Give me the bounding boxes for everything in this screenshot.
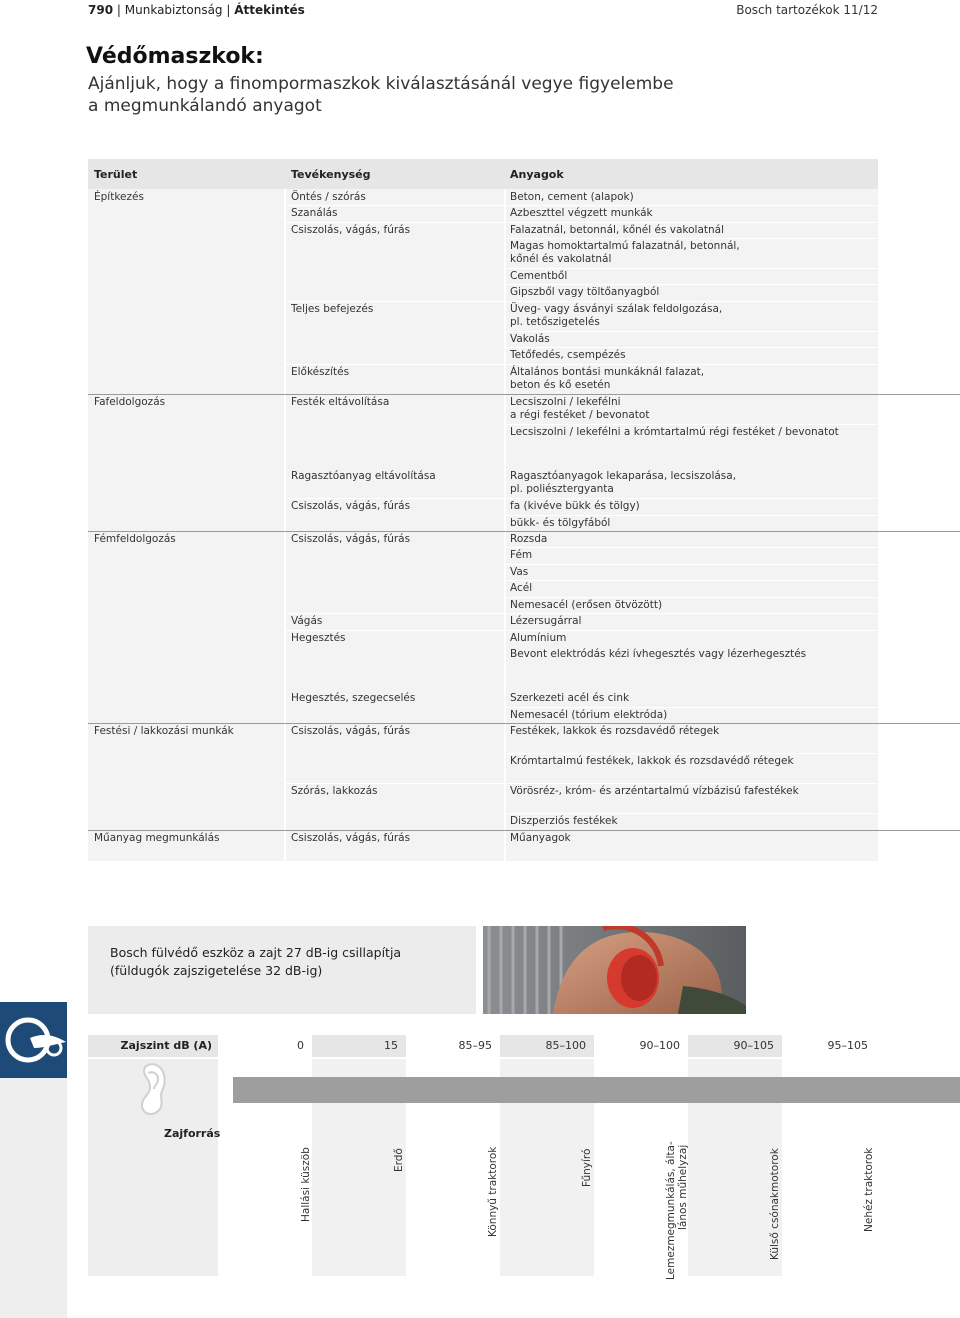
section-name: Munkabiztonság bbox=[124, 3, 223, 17]
material-cell: bükk- és tölgyfából bbox=[510, 517, 611, 529]
row-rule bbox=[286, 613, 504, 614]
material-cell: Műanyagok bbox=[510, 832, 571, 844]
activity-cell: Csiszolás, vágás, fúrás bbox=[291, 832, 411, 844]
brand-edition: Bosch tartozékok 11/12 bbox=[736, 3, 878, 17]
row-rule bbox=[506, 222, 878, 223]
row-rule bbox=[506, 630, 878, 631]
material-cell: Fém bbox=[510, 549, 533, 561]
material-cell: Rozsda bbox=[510, 533, 548, 545]
material-cell: kőnél és vakolatnál bbox=[510, 253, 612, 265]
material-cell: Falazatnál, betonnál, kőnél és vakolatnál bbox=[510, 224, 725, 236]
row-rule bbox=[286, 301, 504, 302]
row-rule bbox=[286, 498, 504, 499]
row-rule bbox=[506, 753, 878, 754]
noise-level-value: 0 bbox=[297, 1039, 304, 1052]
activity-cell: Festék eltávolítása bbox=[291, 396, 390, 408]
page-title: Védőmaszkok: bbox=[86, 44, 264, 69]
material-cell: Nemesacél (erősen ötvözött) bbox=[510, 599, 663, 611]
ear-protection-section bbox=[88, 926, 960, 1014]
row-rule bbox=[506, 301, 878, 302]
material-cell: Vörösréz-, króm- és arzéntartalmú vízbázisú fafestékek bbox=[510, 785, 799, 797]
subtitle-line: a megmunkálandó anyagot bbox=[88, 96, 322, 116]
row-rule bbox=[506, 783, 878, 784]
row-rule bbox=[506, 347, 878, 348]
material-cell: Lézersugárral bbox=[510, 615, 582, 627]
row-rule bbox=[506, 424, 878, 425]
material-cell: pl. poliésztergyanta bbox=[510, 483, 614, 495]
material-cell: Azbeszttel végzett munkák bbox=[510, 207, 653, 219]
material-cell: Acél bbox=[510, 582, 533, 594]
activity-cell: Öntés / szórás bbox=[291, 191, 366, 203]
area-cell: Fémfeldolgozás bbox=[94, 533, 176, 545]
header-activity: Tevékenység bbox=[291, 168, 371, 181]
header-materials: Anyagok bbox=[510, 168, 564, 181]
noise-level-table bbox=[88, 1035, 960, 1280]
area-cell: Műanyag megmunkálás bbox=[94, 832, 220, 844]
activity-cell: Hegesztés, szegecselés bbox=[291, 692, 416, 704]
column-bg bbox=[88, 159, 284, 861]
row-rule bbox=[506, 268, 878, 269]
row-rule bbox=[506, 364, 878, 365]
noise-source: Fűnyíró bbox=[581, 1148, 593, 1187]
row-rule bbox=[506, 813, 878, 814]
row-rule bbox=[286, 783, 504, 784]
page-number: 790 bbox=[88, 3, 114, 17]
material-cell: Vas bbox=[510, 566, 529, 578]
header-left bbox=[88, 3, 305, 17]
noise-level-bar bbox=[233, 1077, 960, 1103]
ear-protection-text-box bbox=[88, 926, 476, 1014]
row-rule bbox=[506, 238, 878, 239]
activity-cell: Előkészítés bbox=[291, 366, 350, 378]
activity-cell: Szanálás bbox=[291, 207, 338, 219]
noise-level-value: 85–95 bbox=[458, 1039, 492, 1052]
activity-cell: Ragasztóanyag eltávolítása bbox=[291, 470, 436, 482]
noise-level-value: 15 bbox=[384, 1039, 398, 1052]
area-cell: Festési / lakkozási munkák bbox=[94, 725, 234, 737]
material-cell: Cementből bbox=[510, 270, 568, 282]
noise-source: Hallási küszöb bbox=[300, 1147, 312, 1222]
material-cell: Nemesacél (tórium elektróda) bbox=[510, 709, 668, 721]
row-rule bbox=[286, 364, 504, 365]
header-separator: | bbox=[226, 3, 231, 17]
row-rule bbox=[506, 515, 878, 516]
row-rule bbox=[506, 580, 878, 581]
noise-source: Nehéz traktorok bbox=[863, 1147, 875, 1232]
side-strip bbox=[0, 1078, 67, 1318]
noise-level-value: 90–100 bbox=[639, 1039, 680, 1052]
material-cell: Festékek, lakkok és rozsdavédő rétegek bbox=[510, 725, 720, 737]
row-rule bbox=[506, 547, 878, 548]
material-cell: Lecsiszolni / lekefélni bbox=[510, 396, 621, 408]
noise-level-value: 90–105 bbox=[733, 1039, 774, 1052]
row-rule bbox=[506, 498, 878, 499]
group-rule bbox=[88, 394, 960, 395]
row-rule bbox=[506, 613, 878, 614]
noise-level-value: 95–105 bbox=[827, 1039, 868, 1052]
material-cell: Diszperziós festékek bbox=[510, 815, 618, 827]
material-cell: Szerkezeti acél és cink bbox=[510, 692, 630, 704]
row-rule bbox=[506, 331, 878, 332]
area-cell: Fafeldolgozás bbox=[94, 396, 166, 408]
activity-cell: Vágás bbox=[291, 615, 323, 627]
group-rule bbox=[88, 531, 960, 532]
material-cell: Bevont elektródás kézi ívhegesztés vagy lézerhegesztés bbox=[510, 648, 807, 660]
column-bg bbox=[878, 159, 960, 861]
earmuff-photo-graphic bbox=[483, 926, 746, 1014]
page-subtitle bbox=[88, 73, 788, 117]
row-rule bbox=[506, 205, 878, 206]
ear-icon bbox=[134, 1063, 170, 1119]
ear-protection-line: (füldugók zajszigetelése 32 dB-ig) bbox=[110, 963, 323, 978]
noise-source: Külső csónakmotorok bbox=[769, 1148, 781, 1260]
noise-level-label: Zajszint dB (A) bbox=[120, 1039, 212, 1052]
activity-cell: Teljes befejezés bbox=[291, 303, 374, 315]
row-rule bbox=[506, 284, 878, 285]
noise-source-label: Zajforrás bbox=[164, 1127, 221, 1140]
material-cell: Alumínium bbox=[510, 632, 567, 644]
mask-selection-table bbox=[88, 159, 960, 861]
material-cell: beton és kő esetén bbox=[510, 379, 611, 391]
activity-cell: Csiszolás, vágás, fúrás bbox=[291, 500, 411, 512]
group-rule bbox=[88, 723, 960, 724]
row-rule bbox=[286, 630, 504, 631]
material-cell: fa (kivéve bükk és tölgy) bbox=[510, 500, 640, 512]
activity-cell: Szórás, lakkozás bbox=[291, 785, 378, 797]
table-header-band bbox=[88, 159, 878, 189]
material-cell: Általános bontási munkáknál falazat, bbox=[510, 366, 705, 378]
material-cell: Lecsiszolni / lekefélni a krómtartalmú régi festéket / bevonatot bbox=[510, 426, 839, 438]
activity-cell: Hegesztés bbox=[291, 632, 346, 644]
row-rule bbox=[286, 222, 504, 223]
noise-source: lános műhelyzaj bbox=[677, 1144, 689, 1230]
noise-source: Lemezmegmunkálás, álta- bbox=[665, 1141, 677, 1280]
subsection-name: Áttekintés bbox=[234, 3, 305, 17]
area-cell: Építkezés bbox=[94, 191, 144, 203]
material-cell: Krómtartalmú festékek, lakkok és rozsdavédő rétegek bbox=[510, 755, 794, 767]
row-rule bbox=[506, 597, 878, 598]
material-cell: Ragasztóanyagok lekaparása, lecsiszolása, bbox=[510, 470, 737, 482]
header-area: Terület bbox=[94, 168, 138, 181]
activity-cell: Csiszolás, vágás, fúrás bbox=[291, 224, 411, 236]
subtitle-line: Ajánljuk, hogy a finompormaszkok kiválasztásánál vegye figyelembe bbox=[88, 74, 674, 94]
material-cell: Gipszből vagy töltőanyagból bbox=[510, 286, 660, 298]
material-cell: a régi festéket / bevonatot bbox=[510, 409, 650, 421]
material-cell: Magas homoktartalmú falazatnál, betonnál, bbox=[510, 240, 740, 252]
material-cell: Üveg- vagy ásványi szálak feldolgozása, bbox=[510, 303, 723, 315]
material-cell: Beton, cement (alapok) bbox=[510, 191, 634, 203]
earmuff-photo bbox=[483, 926, 746, 1014]
page-header bbox=[88, 3, 878, 19]
activity-cell: Csiszolás, vágás, fúrás bbox=[291, 725, 411, 737]
noise-source: Erdő bbox=[393, 1148, 405, 1172]
row-rule bbox=[286, 205, 504, 206]
row-rule bbox=[506, 707, 878, 708]
header-separator: | bbox=[116, 3, 121, 17]
material-cell: Vakolás bbox=[510, 333, 550, 345]
noise-level-section bbox=[0, 1015, 960, 1318]
group-rule bbox=[88, 830, 960, 831]
ear-protection-line: Bosch fülvédő eszköz a zajt 27 dB-ig csillapítja bbox=[110, 945, 402, 960]
noise-level-value: 85–100 bbox=[545, 1039, 586, 1052]
material-cell: Tetőfedés, csempézés bbox=[510, 349, 626, 361]
material-cell: pl. tetőszigetelés bbox=[510, 316, 600, 328]
row-rule bbox=[506, 564, 878, 565]
noise-source: Könnyű traktorok bbox=[487, 1146, 499, 1237]
activity-cell: Csiszolás, vágás, fúrás bbox=[291, 533, 411, 545]
